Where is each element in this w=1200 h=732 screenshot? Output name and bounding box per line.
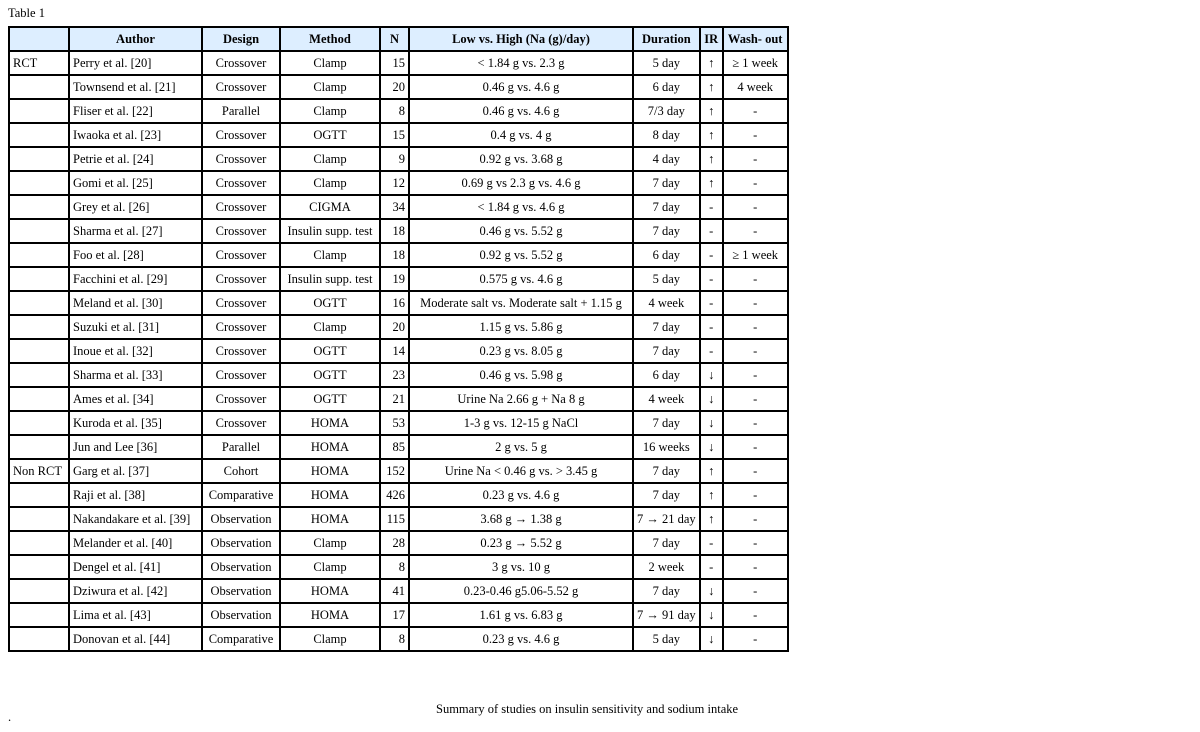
table-row — [9, 315, 788, 339]
cell-ir: ↓ — [700, 579, 723, 603]
cell-design: Observation — [202, 579, 280, 603]
cell-design: Observation — [202, 603, 280, 627]
cell-group — [9, 123, 69, 147]
cell-ir: - — [700, 219, 723, 243]
cell-design: Crossover — [202, 51, 280, 75]
table-row — [9, 555, 788, 579]
cell-group — [9, 291, 69, 315]
table-body — [9, 51, 788, 651]
cell-ir: - — [700, 195, 723, 219]
cell-method: Clamp — [280, 243, 380, 267]
cell-n: 14 — [380, 339, 409, 363]
cell-duration: 5 day — [633, 627, 700, 651]
cell-method: HOMA — [280, 483, 380, 507]
cell-group — [9, 531, 69, 555]
cell-ir: ↑ — [700, 75, 723, 99]
cell-washout: - — [723, 147, 788, 171]
cell-author: Raji et al. [38] — [69, 483, 202, 507]
cell-group — [9, 603, 69, 627]
cell-group: Non RCT — [9, 459, 69, 483]
cell-comparison: 0.23 g → 5.52 g — [409, 531, 633, 555]
cell-ir: ↑ — [700, 171, 723, 195]
cell-design: Crossover — [202, 75, 280, 99]
cell-duration: 4 day — [633, 147, 700, 171]
cell-method: Insulin supp. test — [280, 267, 380, 291]
cell-duration: 4 week — [633, 291, 700, 315]
cell-duration: 7 day — [633, 339, 700, 363]
cell-washout: - — [723, 459, 788, 483]
cell-author: Sharma et al. [33] — [69, 363, 202, 387]
cell-duration: 7 day — [633, 579, 700, 603]
cell-washout: - — [723, 483, 788, 507]
cell-washout: - — [723, 339, 788, 363]
cell-method: HOMA — [280, 603, 380, 627]
cell-duration: 7 day — [633, 483, 700, 507]
cell-author: Meland et al. [30] — [69, 291, 202, 315]
cell-group — [9, 411, 69, 435]
cell-n: 115 — [380, 507, 409, 531]
table-row — [9, 75, 788, 99]
cell-method: CIGMA — [280, 195, 380, 219]
cell-n: 9 — [380, 147, 409, 171]
cell-washout: - — [723, 291, 788, 315]
cell-comparison: 0.92 g vs. 5.52 g — [409, 243, 633, 267]
header-n: N — [380, 27, 409, 51]
cell-comparison: 0.69 g vs 2.3 g vs. 4.6 g — [409, 171, 633, 195]
cell-author: Ames et al. [34] — [69, 387, 202, 411]
cell-duration: 6 day — [633, 363, 700, 387]
cell-author: Lima et al. [43] — [69, 603, 202, 627]
cell-design: Crossover — [202, 195, 280, 219]
cell-author: Melander et al. [40] — [69, 531, 202, 555]
cell-n: 8 — [380, 99, 409, 123]
cell-comparison: 0.4 g vs. 4 g — [409, 123, 633, 147]
cell-author: Foo et al. [28] — [69, 243, 202, 267]
cell-author: Dengel et al. [41] — [69, 555, 202, 579]
cell-n: 21 — [380, 387, 409, 411]
cell-method: OGTT — [280, 387, 380, 411]
cell-duration: 7 day — [633, 315, 700, 339]
cell-author: Kuroda et al. [35] — [69, 411, 202, 435]
cell-duration: 7/3 day — [633, 99, 700, 123]
cell-author: Perry et al. [20] — [69, 51, 202, 75]
cell-comparison: 0.46 g vs. 5.52 g — [409, 219, 633, 243]
cell-n: 41 — [380, 579, 409, 603]
cell-method: HOMA — [280, 459, 380, 483]
cell-washout: - — [723, 579, 788, 603]
cell-washout: ≥ 1 week — [723, 51, 788, 75]
cell-comparison: Urine Na < 0.46 g vs. > 3.45 g — [409, 459, 633, 483]
cell-n: 16 — [380, 291, 409, 315]
cell-ir: ↑ — [700, 51, 723, 75]
cell-washout: - — [723, 435, 788, 459]
cell-comparison: 0.46 g vs. 5.98 g — [409, 363, 633, 387]
cell-washout: - — [723, 99, 788, 123]
table-row — [9, 411, 788, 435]
cell-duration: 5 day — [633, 267, 700, 291]
cell-washout: - — [723, 411, 788, 435]
table-row — [9, 627, 788, 651]
table-row — [9, 507, 788, 531]
table-caption: Summary of studies on insulin sensitivity and sodium intake — [436, 702, 739, 716]
header-group — [9, 27, 69, 51]
table-row — [9, 531, 788, 555]
cell-group — [9, 195, 69, 219]
cell-washout: - — [723, 555, 788, 579]
cell-washout: - — [723, 267, 788, 291]
cell-group: RCT — [9, 51, 69, 75]
cell-method: OGTT — [280, 363, 380, 387]
cell-group — [9, 219, 69, 243]
cell-ir: - — [700, 339, 723, 363]
cell-method: Clamp — [280, 99, 380, 123]
cell-ir: ↓ — [700, 387, 723, 411]
table-row — [9, 339, 788, 363]
cell-ir: ↓ — [700, 627, 723, 651]
cell-comparison: 2 g vs. 5 g — [409, 435, 633, 459]
cell-author: Donovan et al. [44] — [69, 627, 202, 651]
cell-ir: - — [700, 243, 723, 267]
table-row — [9, 363, 788, 387]
cell-n: 15 — [380, 51, 409, 75]
cell-n: 19 — [380, 267, 409, 291]
cell-group — [9, 339, 69, 363]
cell-comparison: 1.15 g vs. 5.86 g — [409, 315, 633, 339]
cell-washout: 4 week — [723, 75, 788, 99]
cell-method: Clamp — [280, 171, 380, 195]
cell-ir: ↑ — [700, 123, 723, 147]
cell-comparison: < 1.84 g vs. 2.3 g — [409, 51, 633, 75]
cell-group — [9, 243, 69, 267]
cell-method: HOMA — [280, 507, 380, 531]
table-row — [9, 267, 788, 291]
cell-author: Iwaoka et al. [23] — [69, 123, 202, 147]
cell-design: Crossover — [202, 243, 280, 267]
table-row — [9, 195, 788, 219]
cell-design: Observation — [202, 507, 280, 531]
cell-ir: ↑ — [700, 147, 723, 171]
cell-author: Sharma et al. [27] — [69, 219, 202, 243]
cell-washout: - — [723, 123, 788, 147]
cell-design: Parallel — [202, 435, 280, 459]
cell-design: Crossover — [202, 123, 280, 147]
cell-design: Crossover — [202, 171, 280, 195]
cell-design: Parallel — [202, 99, 280, 123]
cell-n: 18 — [380, 243, 409, 267]
header-author: Author — [69, 27, 202, 51]
cell-duration: 4 week — [633, 387, 700, 411]
cell-method: Clamp — [280, 315, 380, 339]
cell-group — [9, 483, 69, 507]
cell-duration: 7 day — [633, 195, 700, 219]
cell-comparison: 0.23 g vs. 4.6 g — [409, 627, 633, 651]
cell-ir: ↓ — [700, 363, 723, 387]
cell-group — [9, 171, 69, 195]
cell-ir: ↑ — [700, 459, 723, 483]
cell-comparison: 1.61 g vs. 6.83 g — [409, 603, 633, 627]
cell-duration: 7 → 21 day — [633, 507, 700, 531]
cell-ir: - — [700, 291, 723, 315]
table-row — [9, 147, 788, 171]
cell-method: Clamp — [280, 51, 380, 75]
header-comparison: Low vs. High (Na (g)/day) — [409, 27, 633, 51]
header-ir: IR — [700, 27, 723, 51]
cell-duration: 7 → 91 day — [633, 603, 700, 627]
cell-group — [9, 75, 69, 99]
cell-ir: ↑ — [700, 507, 723, 531]
cell-comparison: 0.46 g vs. 4.6 g — [409, 99, 633, 123]
cell-group — [9, 555, 69, 579]
table-row — [9, 459, 788, 483]
cell-n: 34 — [380, 195, 409, 219]
cell-n: 426 — [380, 483, 409, 507]
cell-duration: 6 day — [633, 75, 700, 99]
cell-comparison: 0.23 g vs. 8.05 g — [409, 339, 633, 363]
cell-duration: 7 day — [633, 411, 700, 435]
cell-design: Crossover — [202, 267, 280, 291]
cell-author: Townsend et al. [21] — [69, 75, 202, 99]
cell-washout: - — [723, 195, 788, 219]
cell-comparison: 0.92 g vs. 3.68 g — [409, 147, 633, 171]
cell-design: Crossover — [202, 219, 280, 243]
cell-washout: - — [723, 363, 788, 387]
cell-author: Dziwura et al. [42] — [69, 579, 202, 603]
cell-comparison: 0.23 g vs. 4.6 g — [409, 483, 633, 507]
trailing-mark: . — [8, 710, 12, 724]
cell-n: 53 — [380, 411, 409, 435]
cell-duration: 6 day — [633, 243, 700, 267]
cell-group — [9, 627, 69, 651]
table-row — [9, 123, 788, 147]
cell-washout: - — [723, 627, 788, 651]
cell-washout: - — [723, 315, 788, 339]
cell-design: Crossover — [202, 147, 280, 171]
cell-method: Clamp — [280, 75, 380, 99]
cell-design: Crossover — [202, 411, 280, 435]
cell-duration: 5 day — [633, 51, 700, 75]
cell-group — [9, 99, 69, 123]
cell-author: Grey et al. [26] — [69, 195, 202, 219]
table-row — [9, 291, 788, 315]
cell-method: Insulin supp. test — [280, 219, 380, 243]
table-row — [9, 579, 788, 603]
cell-method: HOMA — [280, 411, 380, 435]
table-row — [9, 483, 788, 507]
cell-duration: 16 weeks — [633, 435, 700, 459]
cell-method: Clamp — [280, 147, 380, 171]
cell-washout: - — [723, 603, 788, 627]
cell-n: 15 — [380, 123, 409, 147]
cell-method: OGTT — [280, 291, 380, 315]
cell-design: Observation — [202, 555, 280, 579]
cell-group — [9, 363, 69, 387]
cell-n: 20 — [380, 75, 409, 99]
table-row — [9, 387, 788, 411]
cell-duration: 7 day — [633, 531, 700, 555]
cell-author: Garg et al. [37] — [69, 459, 202, 483]
table-row — [9, 219, 788, 243]
cell-author: Inoue et al. [32] — [69, 339, 202, 363]
header-washout: Wash- out — [723, 27, 788, 51]
cell-comparison: 0.575 g vs. 4.6 g — [409, 267, 633, 291]
cell-n: 152 — [380, 459, 409, 483]
cell-n: 28 — [380, 531, 409, 555]
cell-duration: 7 day — [633, 219, 700, 243]
cell-comparison: Urine Na 2.66 g + Na 8 g — [409, 387, 633, 411]
cell-duration: 7 day — [633, 459, 700, 483]
cell-washout: - — [723, 219, 788, 243]
cell-washout: - — [723, 531, 788, 555]
cell-design: Comparative — [202, 627, 280, 651]
cell-group — [9, 267, 69, 291]
cell-n: 20 — [380, 315, 409, 339]
cell-group — [9, 507, 69, 531]
cell-design: Crossover — [202, 387, 280, 411]
table-label: Table 1 — [8, 6, 45, 20]
cell-n: 85 — [380, 435, 409, 459]
cell-n: 17 — [380, 603, 409, 627]
cell-washout: - — [723, 171, 788, 195]
cell-design: Crossover — [202, 363, 280, 387]
cell-comparison: < 1.84 g vs. 4.6 g — [409, 195, 633, 219]
table-row — [9, 435, 788, 459]
table-row — [9, 171, 788, 195]
header-row — [9, 27, 788, 51]
cell-group — [9, 579, 69, 603]
cell-method: HOMA — [280, 579, 380, 603]
cell-author: Fliser et al. [22] — [69, 99, 202, 123]
cell-author: Facchini et al. [29] — [69, 267, 202, 291]
cell-author: Gomi et al. [25] — [69, 171, 202, 195]
cell-ir: ↓ — [700, 435, 723, 459]
cell-method: Clamp — [280, 555, 380, 579]
cell-author: Jun and Lee [36] — [69, 435, 202, 459]
cell-design: Cohort — [202, 459, 280, 483]
cell-method: OGTT — [280, 339, 380, 363]
cell-n: 8 — [380, 627, 409, 651]
cell-method: Clamp — [280, 627, 380, 651]
header-duration: Duration — [633, 27, 700, 51]
cell-group — [9, 147, 69, 171]
cell-comparison: 1-3 g vs. 12-15 g NaCl — [409, 411, 633, 435]
table-row — [9, 603, 788, 627]
cell-washout: - — [723, 387, 788, 411]
header-method: Method — [280, 27, 380, 51]
studies-table — [8, 26, 789, 652]
cell-ir: ↓ — [700, 603, 723, 627]
cell-n: 18 — [380, 219, 409, 243]
cell-ir: ↑ — [700, 483, 723, 507]
table-row — [9, 99, 788, 123]
cell-author: Nakandakare et al. [39] — [69, 507, 202, 531]
cell-group — [9, 387, 69, 411]
cell-washout: ≥ 1 week — [723, 243, 788, 267]
table-row — [9, 51, 788, 75]
cell-ir: - — [700, 555, 723, 579]
cell-comparison: 3.68 g → 1.38 g — [409, 507, 633, 531]
cell-ir: ↓ — [700, 411, 723, 435]
cell-washout: - — [723, 507, 788, 531]
cell-duration: 7 day — [633, 171, 700, 195]
cell-comparison: 0.23-0.46 g5.06-5.52 g — [409, 579, 633, 603]
cell-ir: ↑ — [700, 99, 723, 123]
cell-group — [9, 315, 69, 339]
cell-method: Clamp — [280, 531, 380, 555]
cell-method: HOMA — [280, 435, 380, 459]
cell-author: Suzuki et al. [31] — [69, 315, 202, 339]
cell-duration: 8 day — [633, 123, 700, 147]
cell-ir: - — [700, 267, 723, 291]
table-row — [9, 243, 788, 267]
cell-duration: 2 week — [633, 555, 700, 579]
cell-design: Crossover — [202, 315, 280, 339]
cell-method: OGTT — [280, 123, 380, 147]
cell-ir: - — [700, 531, 723, 555]
header-design: Design — [202, 27, 280, 51]
cell-comparison: Moderate salt vs. Moderate salt + 1.15 g — [409, 291, 633, 315]
cell-comparison: 3 g vs. 10 g — [409, 555, 633, 579]
cell-group — [9, 435, 69, 459]
cell-n: 8 — [380, 555, 409, 579]
cell-design: Comparative — [202, 483, 280, 507]
cell-design: Observation — [202, 531, 280, 555]
cell-design: Crossover — [202, 291, 280, 315]
cell-n: 12 — [380, 171, 409, 195]
cell-author: Petrie et al. [24] — [69, 147, 202, 171]
cell-n: 23 — [380, 363, 409, 387]
cell-ir: - — [700, 315, 723, 339]
cell-design: Crossover — [202, 339, 280, 363]
cell-comparison: 0.46 g vs. 4.6 g — [409, 75, 633, 99]
